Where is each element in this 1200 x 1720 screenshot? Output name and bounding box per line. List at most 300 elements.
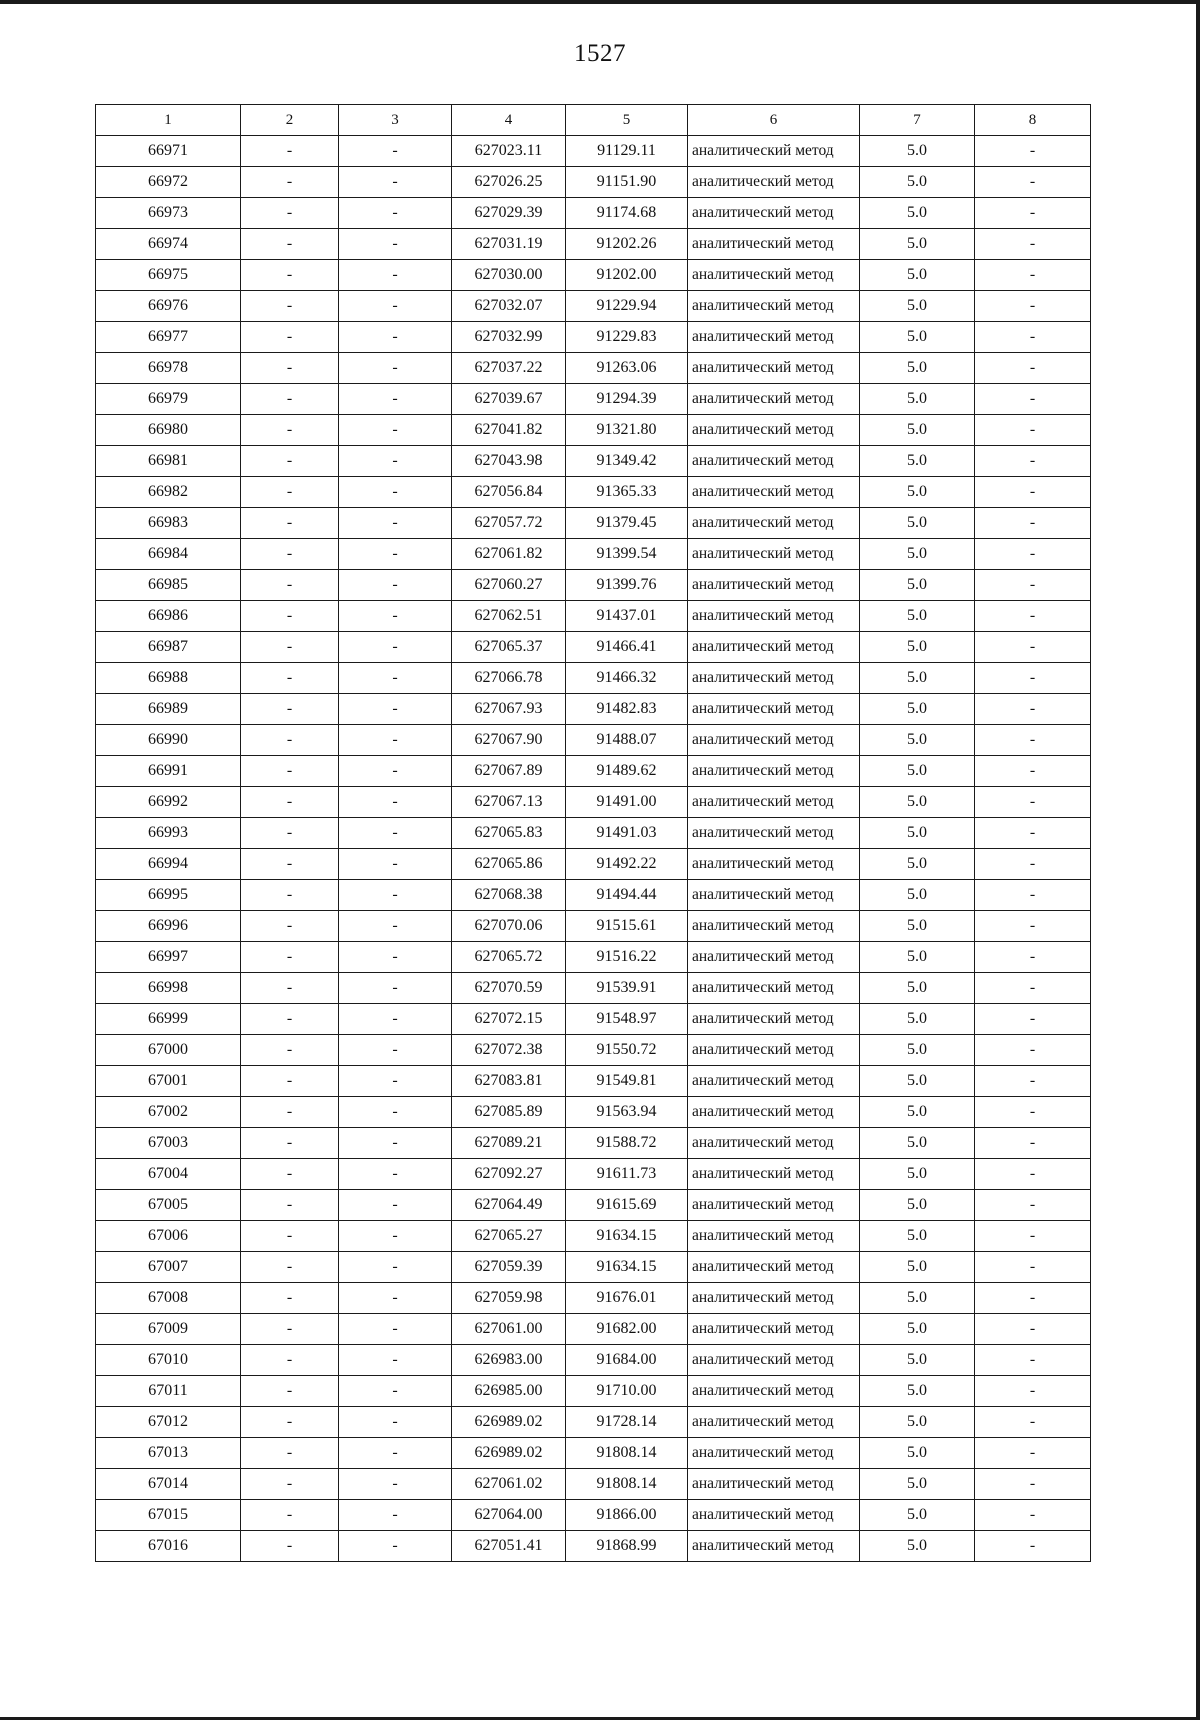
x-coordinate-cell: 627062.51 xyxy=(452,601,566,632)
col8-cell: - xyxy=(975,1066,1091,1097)
point-number-cell: 67006 xyxy=(96,1221,241,1252)
x-coordinate-cell: 627061.00 xyxy=(452,1314,566,1345)
table-row xyxy=(96,1221,1091,1252)
col8-cell: - xyxy=(975,694,1091,725)
accuracy-cell: 5.0 xyxy=(860,229,975,260)
col3-cell: - xyxy=(339,1469,452,1500)
page-number: 1527 xyxy=(574,40,626,67)
accuracy-cell: 5.0 xyxy=(860,1004,975,1035)
table-row xyxy=(96,1376,1091,1407)
table-row xyxy=(96,1345,1091,1376)
x-coordinate-cell: 627039.67 xyxy=(452,384,566,415)
col2-cell: - xyxy=(241,1190,339,1221)
col2-cell: - xyxy=(241,570,339,601)
x-coordinate-cell: 627065.86 xyxy=(452,849,566,880)
x-coordinate-cell: 627043.98 xyxy=(452,446,566,477)
col3-cell: - xyxy=(339,136,452,167)
table-row xyxy=(96,849,1091,880)
method-cell: аналитический метод xyxy=(688,1221,860,1252)
column-header-3: 3 xyxy=(339,105,452,136)
accuracy-cell: 5.0 xyxy=(860,1066,975,1097)
col2-cell: - xyxy=(241,322,339,353)
method-cell: аналитический метод xyxy=(688,1004,860,1035)
table-row xyxy=(96,446,1091,477)
col2-cell: - xyxy=(241,1221,339,1252)
y-coordinate-cell: 91710.00 xyxy=(566,1376,688,1407)
method-cell: аналитический метод xyxy=(688,1438,860,1469)
col2-cell: - xyxy=(241,477,339,508)
y-coordinate-cell: 91294.39 xyxy=(566,384,688,415)
table-row xyxy=(96,1531,1091,1562)
x-coordinate-cell: 626983.00 xyxy=(452,1345,566,1376)
accuracy-cell: 5.0 xyxy=(860,1314,975,1345)
col3-cell: - xyxy=(339,1345,452,1376)
col8-cell: - xyxy=(975,477,1091,508)
x-coordinate-cell: 626985.00 xyxy=(452,1376,566,1407)
accuracy-cell: 5.0 xyxy=(860,353,975,384)
x-coordinate-cell: 627072.15 xyxy=(452,1004,566,1035)
method-cell: аналитический метод xyxy=(688,1190,860,1221)
accuracy-cell: 5.0 xyxy=(860,1159,975,1190)
y-coordinate-cell: 91466.41 xyxy=(566,632,688,663)
col2-cell: - xyxy=(241,818,339,849)
point-number-cell: 66989 xyxy=(96,694,241,725)
point-number-cell: 67013 xyxy=(96,1438,241,1469)
col8-cell: - xyxy=(975,1531,1091,1562)
col8-cell: - xyxy=(975,1469,1091,1500)
x-coordinate-cell: 627068.38 xyxy=(452,880,566,911)
point-number-cell: 67010 xyxy=(96,1345,241,1376)
table-row xyxy=(96,1314,1091,1345)
method-cell: аналитический метод xyxy=(688,1035,860,1066)
accuracy-cell: 5.0 xyxy=(860,787,975,818)
x-coordinate-cell: 627056.84 xyxy=(452,477,566,508)
y-coordinate-cell: 91808.14 xyxy=(566,1469,688,1500)
accuracy-cell: 5.0 xyxy=(860,1035,975,1066)
col2-cell: - xyxy=(241,880,339,911)
table-row xyxy=(96,601,1091,632)
col8-cell: - xyxy=(975,1345,1091,1376)
x-coordinate-cell: 627060.27 xyxy=(452,570,566,601)
col8-cell: - xyxy=(975,322,1091,353)
y-coordinate-cell: 91482.83 xyxy=(566,694,688,725)
col8-cell: - xyxy=(975,539,1091,570)
method-cell: аналитический метод xyxy=(688,1500,860,1531)
accuracy-cell: 5.0 xyxy=(860,818,975,849)
col8-cell: - xyxy=(975,229,1091,260)
col8-cell: - xyxy=(975,632,1091,663)
y-coordinate-cell: 91549.81 xyxy=(566,1066,688,1097)
x-coordinate-cell: 627072.38 xyxy=(452,1035,566,1066)
x-coordinate-cell: 627023.11 xyxy=(452,136,566,167)
y-coordinate-cell: 91539.91 xyxy=(566,973,688,1004)
table-row xyxy=(96,291,1091,322)
point-number-cell: 66982 xyxy=(96,477,241,508)
accuracy-cell: 5.0 xyxy=(860,601,975,632)
col8-cell: - xyxy=(975,973,1091,1004)
col3-cell: - xyxy=(339,911,452,942)
col8-cell: - xyxy=(975,508,1091,539)
col3-cell: - xyxy=(339,725,452,756)
col3-cell: - xyxy=(339,1500,452,1531)
y-coordinate-cell: 91437.01 xyxy=(566,601,688,632)
col3-cell: - xyxy=(339,229,452,260)
y-coordinate-cell: 91611.73 xyxy=(566,1159,688,1190)
table-row xyxy=(96,756,1091,787)
y-coordinate-cell: 91868.99 xyxy=(566,1531,688,1562)
col2-cell: - xyxy=(241,1469,339,1500)
x-coordinate-cell: 627067.90 xyxy=(452,725,566,756)
point-number-cell: 67005 xyxy=(96,1190,241,1221)
method-cell: аналитический метод xyxy=(688,1128,860,1159)
method-cell: аналитический метод xyxy=(688,663,860,694)
col2-cell: - xyxy=(241,911,339,942)
col3-cell: - xyxy=(339,663,452,694)
point-number-cell: 66978 xyxy=(96,353,241,384)
method-cell: аналитический метод xyxy=(688,446,860,477)
col8-cell: - xyxy=(975,818,1091,849)
col8-cell: - xyxy=(975,136,1091,167)
table-row xyxy=(96,384,1091,415)
col8-cell: - xyxy=(975,849,1091,880)
point-number-cell: 67014 xyxy=(96,1469,241,1500)
accuracy-cell: 5.0 xyxy=(860,1469,975,1500)
method-cell: аналитический метод xyxy=(688,973,860,1004)
col3-cell: - xyxy=(339,477,452,508)
x-coordinate-cell: 627051.41 xyxy=(452,1531,566,1562)
col8-cell: - xyxy=(975,1190,1091,1221)
point-number-cell: 66987 xyxy=(96,632,241,663)
accuracy-cell: 5.0 xyxy=(860,260,975,291)
col8-cell: - xyxy=(975,384,1091,415)
col3-cell: - xyxy=(339,849,452,880)
method-cell: аналитический метод xyxy=(688,1345,860,1376)
col3-cell: - xyxy=(339,942,452,973)
col3-cell: - xyxy=(339,880,452,911)
table-row xyxy=(96,167,1091,198)
col2-cell: - xyxy=(241,136,339,167)
method-cell: аналитический метод xyxy=(688,818,860,849)
column-header-2: 2 xyxy=(241,105,339,136)
point-number-cell: 67007 xyxy=(96,1252,241,1283)
method-cell: аналитический метод xyxy=(688,353,860,384)
x-coordinate-cell: 627067.93 xyxy=(452,694,566,725)
table-row xyxy=(96,353,1091,384)
column-header-7: 7 xyxy=(860,105,975,136)
point-number-cell: 66974 xyxy=(96,229,241,260)
y-coordinate-cell: 91399.54 xyxy=(566,539,688,570)
point-number-cell: 66992 xyxy=(96,787,241,818)
col8-cell: - xyxy=(975,1252,1091,1283)
col8-cell: - xyxy=(975,353,1091,384)
col3-cell: - xyxy=(339,1159,452,1190)
method-cell: аналитический метод xyxy=(688,1066,860,1097)
accuracy-cell: 5.0 xyxy=(860,539,975,570)
accuracy-cell: 5.0 xyxy=(860,198,975,229)
table-row xyxy=(96,1128,1091,1159)
accuracy-cell: 5.0 xyxy=(860,849,975,880)
col2-cell: - xyxy=(241,446,339,477)
point-number-cell: 66972 xyxy=(96,167,241,198)
point-number-cell: 67000 xyxy=(96,1035,241,1066)
col8-cell: - xyxy=(975,1283,1091,1314)
point-number-cell: 66999 xyxy=(96,1004,241,1035)
point-number-cell: 66990 xyxy=(96,725,241,756)
column-header-6: 6 xyxy=(688,105,860,136)
method-cell: аналитический метод xyxy=(688,229,860,260)
y-coordinate-cell: 91491.03 xyxy=(566,818,688,849)
method-cell: аналитический метод xyxy=(688,1252,860,1283)
table-row xyxy=(96,1159,1091,1190)
y-coordinate-cell: 91682.00 xyxy=(566,1314,688,1345)
accuracy-cell: 5.0 xyxy=(860,1531,975,1562)
col3-cell: - xyxy=(339,446,452,477)
y-coordinate-cell: 91492.22 xyxy=(566,849,688,880)
method-cell: аналитический метод xyxy=(688,694,860,725)
column-header-1: 1 xyxy=(96,105,241,136)
table-row xyxy=(96,1469,1091,1500)
col2-cell: - xyxy=(241,694,339,725)
accuracy-cell: 5.0 xyxy=(860,1283,975,1314)
col3-cell: - xyxy=(339,260,452,291)
col8-cell: - xyxy=(975,880,1091,911)
table-row xyxy=(96,725,1091,756)
col3-cell: - xyxy=(339,1314,452,1345)
col3-cell: - xyxy=(339,167,452,198)
col2-cell: - xyxy=(241,632,339,663)
col2-cell: - xyxy=(241,1438,339,1469)
point-number-cell: 67015 xyxy=(96,1500,241,1531)
col8-cell: - xyxy=(975,787,1091,818)
col3-cell: - xyxy=(339,1128,452,1159)
table-row xyxy=(96,973,1091,1004)
table-header-row xyxy=(96,105,1091,136)
col3-cell: - xyxy=(339,570,452,601)
y-coordinate-cell: 91229.94 xyxy=(566,291,688,322)
accuracy-cell: 5.0 xyxy=(860,446,975,477)
col8-cell: - xyxy=(975,1004,1091,1035)
method-cell: аналитический метод xyxy=(688,167,860,198)
table-row xyxy=(96,508,1091,539)
col8-cell: - xyxy=(975,167,1091,198)
method-cell: аналитический метод xyxy=(688,1407,860,1438)
y-coordinate-cell: 91516.22 xyxy=(566,942,688,973)
accuracy-cell: 5.0 xyxy=(860,291,975,322)
col8-cell: - xyxy=(975,415,1091,446)
table-row xyxy=(96,198,1091,229)
point-number-cell: 66981 xyxy=(96,446,241,477)
x-coordinate-cell: 627037.22 xyxy=(452,353,566,384)
point-number-cell: 66995 xyxy=(96,880,241,911)
point-number-cell: 66983 xyxy=(96,508,241,539)
col2-cell: - xyxy=(241,353,339,384)
point-number-cell: 67011 xyxy=(96,1376,241,1407)
y-coordinate-cell: 91379.45 xyxy=(566,508,688,539)
method-cell: аналитический метод xyxy=(688,1097,860,1128)
col8-cell: - xyxy=(975,1314,1091,1345)
x-coordinate-cell: 627067.13 xyxy=(452,787,566,818)
col8-cell: - xyxy=(975,198,1091,229)
method-cell: аналитический метод xyxy=(688,322,860,353)
x-coordinate-cell: 627070.59 xyxy=(452,973,566,1004)
table-row xyxy=(96,663,1091,694)
col2-cell: - xyxy=(241,167,339,198)
accuracy-cell: 5.0 xyxy=(860,973,975,1004)
col2-cell: - xyxy=(241,508,339,539)
accuracy-cell: 5.0 xyxy=(860,694,975,725)
table-row xyxy=(96,260,1091,291)
x-coordinate-cell: 627032.99 xyxy=(452,322,566,353)
point-number-cell: 67012 xyxy=(96,1407,241,1438)
col2-cell: - xyxy=(241,756,339,787)
x-coordinate-cell: 627067.89 xyxy=(452,756,566,787)
col3-cell: - xyxy=(339,1283,452,1314)
point-number-cell: 66985 xyxy=(96,570,241,601)
method-cell: аналитический метод xyxy=(688,415,860,446)
point-number-cell: 67016 xyxy=(96,1531,241,1562)
accuracy-cell: 5.0 xyxy=(860,880,975,911)
col3-cell: - xyxy=(339,322,452,353)
col3-cell: - xyxy=(339,384,452,415)
method-cell: аналитический метод xyxy=(688,880,860,911)
col2-cell: - xyxy=(241,663,339,694)
accuracy-cell: 5.0 xyxy=(860,1376,975,1407)
col2-cell: - xyxy=(241,1066,339,1097)
col2-cell: - xyxy=(241,384,339,415)
x-coordinate-cell: 627030.00 xyxy=(452,260,566,291)
col8-cell: - xyxy=(975,1376,1091,1407)
y-coordinate-cell: 91488.07 xyxy=(566,725,688,756)
x-coordinate-cell: 627064.00 xyxy=(452,1500,566,1531)
accuracy-cell: 5.0 xyxy=(860,167,975,198)
accuracy-cell: 5.0 xyxy=(860,1190,975,1221)
table-row xyxy=(96,229,1091,260)
accuracy-cell: 5.0 xyxy=(860,942,975,973)
point-number-cell: 67009 xyxy=(96,1314,241,1345)
table-row xyxy=(96,818,1091,849)
y-coordinate-cell: 91399.76 xyxy=(566,570,688,601)
table-row xyxy=(96,1097,1091,1128)
y-coordinate-cell: 91548.97 xyxy=(566,1004,688,1035)
table-row xyxy=(96,477,1091,508)
accuracy-cell: 5.0 xyxy=(860,415,975,446)
accuracy-cell: 5.0 xyxy=(860,1500,975,1531)
col2-cell: - xyxy=(241,1004,339,1035)
point-number-cell: 66986 xyxy=(96,601,241,632)
table-row xyxy=(96,1407,1091,1438)
y-coordinate-cell: 91563.94 xyxy=(566,1097,688,1128)
method-cell: аналитический метод xyxy=(688,632,860,663)
x-coordinate-cell: 627032.07 xyxy=(452,291,566,322)
table-row xyxy=(96,1190,1091,1221)
y-coordinate-cell: 91808.14 xyxy=(566,1438,688,1469)
point-number-cell: 67008 xyxy=(96,1283,241,1314)
col3-cell: - xyxy=(339,1438,452,1469)
y-coordinate-cell: 91615.69 xyxy=(566,1190,688,1221)
x-coordinate-cell: 627089.21 xyxy=(452,1128,566,1159)
method-cell: аналитический метод xyxy=(688,1376,860,1407)
col2-cell: - xyxy=(241,1500,339,1531)
col2-cell: - xyxy=(241,1097,339,1128)
y-coordinate-cell: 91676.01 xyxy=(566,1283,688,1314)
accuracy-cell: 5.0 xyxy=(860,632,975,663)
table-row xyxy=(96,1438,1091,1469)
method-cell: аналитический метод xyxy=(688,260,860,291)
method-cell: аналитический метод xyxy=(688,477,860,508)
col3-cell: - xyxy=(339,508,452,539)
method-cell: аналитический метод xyxy=(688,1314,860,1345)
point-number-cell: 66973 xyxy=(96,198,241,229)
x-coordinate-cell: 627059.39 xyxy=(452,1252,566,1283)
x-coordinate-cell: 627092.27 xyxy=(452,1159,566,1190)
method-cell: аналитический метод xyxy=(688,725,860,756)
col3-cell: - xyxy=(339,1376,452,1407)
col3-cell: - xyxy=(339,1190,452,1221)
point-number-cell: 66980 xyxy=(96,415,241,446)
point-number-cell: 67003 xyxy=(96,1128,241,1159)
col2-cell: - xyxy=(241,942,339,973)
col3-cell: - xyxy=(339,756,452,787)
column-header-4: 4 xyxy=(452,105,566,136)
x-coordinate-cell: 627065.72 xyxy=(452,942,566,973)
col8-cell: - xyxy=(975,1128,1091,1159)
point-number-cell: 66984 xyxy=(96,539,241,570)
point-number-cell: 66977 xyxy=(96,322,241,353)
accuracy-cell: 5.0 xyxy=(860,1438,975,1469)
col8-cell: - xyxy=(975,570,1091,601)
accuracy-cell: 5.0 xyxy=(860,384,975,415)
y-coordinate-cell: 91489.62 xyxy=(566,756,688,787)
column-header-8: 8 xyxy=(975,105,1091,136)
col8-cell: - xyxy=(975,1097,1091,1128)
col2-cell: - xyxy=(241,1128,339,1159)
y-coordinate-cell: 91550.72 xyxy=(566,1035,688,1066)
accuracy-cell: 5.0 xyxy=(860,725,975,756)
method-cell: аналитический метод xyxy=(688,570,860,601)
accuracy-cell: 5.0 xyxy=(860,911,975,942)
col2-cell: - xyxy=(241,1376,339,1407)
col3-cell: - xyxy=(339,291,452,322)
table-row xyxy=(96,415,1091,446)
col3-cell: - xyxy=(339,973,452,1004)
col3-cell: - xyxy=(339,694,452,725)
col3-cell: - xyxy=(339,198,452,229)
col8-cell: - xyxy=(975,1500,1091,1531)
col2-cell: - xyxy=(241,787,339,818)
table-row xyxy=(96,570,1091,601)
y-coordinate-cell: 91174.68 xyxy=(566,198,688,229)
table-row xyxy=(96,1035,1091,1066)
y-coordinate-cell: 91202.26 xyxy=(566,229,688,260)
col2-cell: - xyxy=(241,229,339,260)
col2-cell: - xyxy=(241,1407,339,1438)
accuracy-cell: 5.0 xyxy=(860,477,975,508)
y-coordinate-cell: 91491.00 xyxy=(566,787,688,818)
col3-cell: - xyxy=(339,818,452,849)
col3-cell: - xyxy=(339,1531,452,1562)
method-cell: аналитический метод xyxy=(688,1283,860,1314)
col8-cell: - xyxy=(975,1159,1091,1190)
point-number-cell: 67002 xyxy=(96,1097,241,1128)
y-coordinate-cell: 91151.90 xyxy=(566,167,688,198)
table-body xyxy=(96,136,1091,1562)
method-cell: аналитический метод xyxy=(688,1159,860,1190)
x-coordinate-cell: 627041.82 xyxy=(452,415,566,446)
col8-cell: - xyxy=(975,446,1091,477)
table-row xyxy=(96,1252,1091,1283)
col2-cell: - xyxy=(241,291,339,322)
col3-cell: - xyxy=(339,1066,452,1097)
